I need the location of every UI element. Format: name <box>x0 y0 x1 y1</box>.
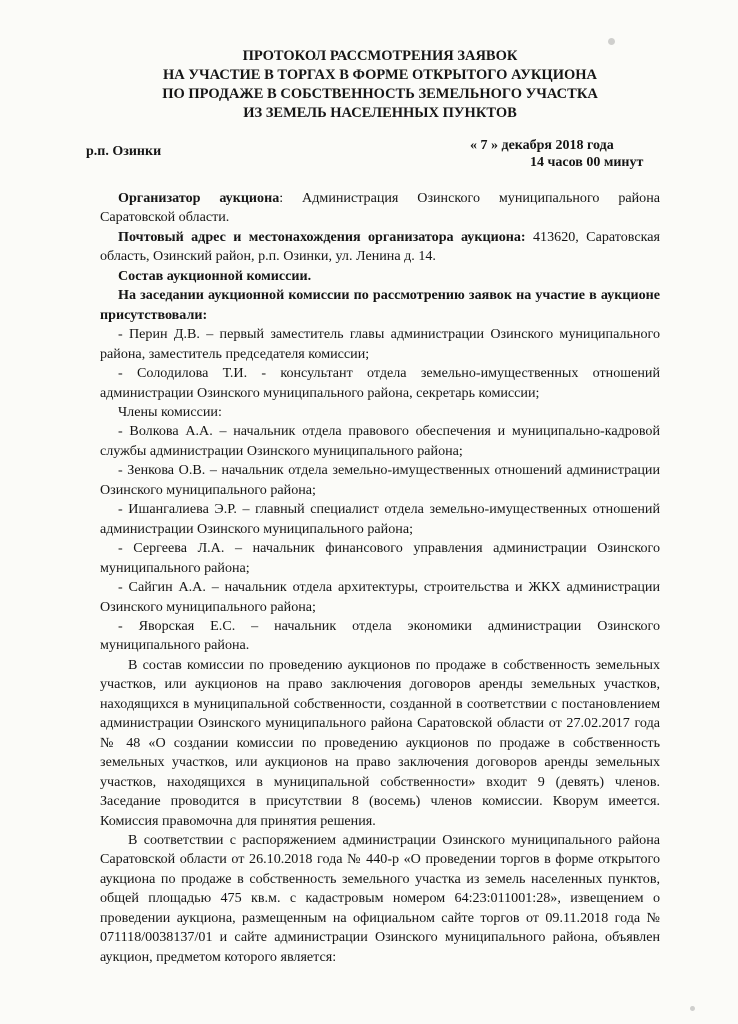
chair-item: - Солодилова Т.И. - консультант отдела земельно-имущественных отношений администрации Озинского муниципального района, секретарь комиссии; <box>100 365 660 401</box>
title-line: ПО ПРОДАЖЕ В СОБСТВЕННОСТЬ ЗЕМЕЛЬНОГО УЧАСТКА <box>162 86 598 102</box>
time: 14 часов 00 минут <box>530 155 644 170</box>
title-line: ПРОТОКОЛ РАССМОТРЕНИЯ ЗАЯВОК <box>242 48 518 64</box>
address-paragraph <box>100 228 660 267</box>
member-item: - Сайгин А.А. – начальник отдела архитектуры, строительства и ЖКХ администрации Озинского муниципального района; <box>100 579 660 615</box>
address-label: Почтовый адрес и местонахождения организатора аукциона: <box>118 228 526 245</box>
organizer-label: Организатор аукциона <box>118 190 280 206</box>
quorum-paragraph: В состав комиссии по проведению аукционов по продаже в собственность земельных участков, или аукционов на право заключения договоров аренды земельных участков, находящихся в муниципальной собственности, созданной в соответствии с постановлением администрации Озинского муниципального района Саратовской области от 27.02.2017 года № 48 «О создании комиссии по проведению аукционов по продаже в собственность земельных участков, или аукционов на право заключения договоров аренды земельных участков, находящихся в муниципальной собственности» входит 9 (девять) членов. Заседание проводится в присутствии 8 (восемь) членов комиссии. Кворум имеется. Комиссия правомочна для принятия решения. <box>100 656 660 829</box>
organizer-paragraph <box>100 189 660 228</box>
member-item: - Зенкова О.В. – начальник отдела земельно-имущественных отношений администрации Озинского муниципального района; <box>100 462 660 498</box>
member-item: - Ишангалиева Э.Р. – главный специалист отдела земельно-имущественных отношений администрации Озинского муниципального района; <box>100 501 660 537</box>
member-item: - Волкова А.А. – начальник отдела правового обеспечения и муниципально-кадровой службы администрации Озинского муниципального района; <box>100 423 660 459</box>
commission-heading: Состав аукционной комиссии. <box>118 267 312 284</box>
order-paragraph: В соответствии с распоряжением администрации Озинского муниципального района Саратовской области от 26.10.2018 года № 440-р «О проведении торгов в форме открытого аукциона по продаже в собственность земельного участка из земель населенных пунктов, общей площадью 475 кв.м. с кадастровым номером 64:23:011001:28», извещением о проведении аукциона, размещенным на официальном сайте торгов от 09.11.2018 года № 071118/0038137/01 и сайте администрации Озинского муниципального района, объявлен аукцион, предметом которого является: <box>100 831 660 965</box>
title-line: НА УЧАСТИЕ В ТОРГАХ В ФОРМЕ ОТКРЫТОГО АУКЦИОНА <box>162 67 598 83</box>
title-line: ИЗ ЗЕМЕЛЬ НАСЕЛЕННЫХ ПУНКТОВ <box>243 105 517 121</box>
members-heading: Члены комиссии: <box>118 403 222 420</box>
date: « 7 » декабря 2018 года <box>470 138 614 153</box>
member-item: - Сергеева Л.А. – начальник финансового управления администрации Озинского муниципального района; <box>100 540 660 576</box>
address-text: 413620, Саратовская область, Озинский район, р.п. Озинки, ул. Ленина д. 14. <box>100 228 660 265</box>
document-title <box>80 47 680 123</box>
scan-speck <box>608 38 615 45</box>
date-time <box>470 137 643 171</box>
chair-item: - Перин Д.В. – первый заместитель главы администрации Озинского муниципального района, заместитель председателя комиссии; <box>100 326 660 362</box>
place: р.п. Озинки <box>86 144 162 159</box>
present-heading: На заседании аукционной комиссии по рассмотрению заявок на участие в аукционе присутствовали: <box>100 287 660 323</box>
scan-speck <box>690 1006 695 1011</box>
member-item: - Яворская Е.С. – начальник отдела экономики администрации Озинского муниципального района. <box>100 617 660 654</box>
organizer-text: : Администрация Озинского муниципального района Саратовской области. <box>100 190 661 226</box>
document-body <box>100 189 660 967</box>
